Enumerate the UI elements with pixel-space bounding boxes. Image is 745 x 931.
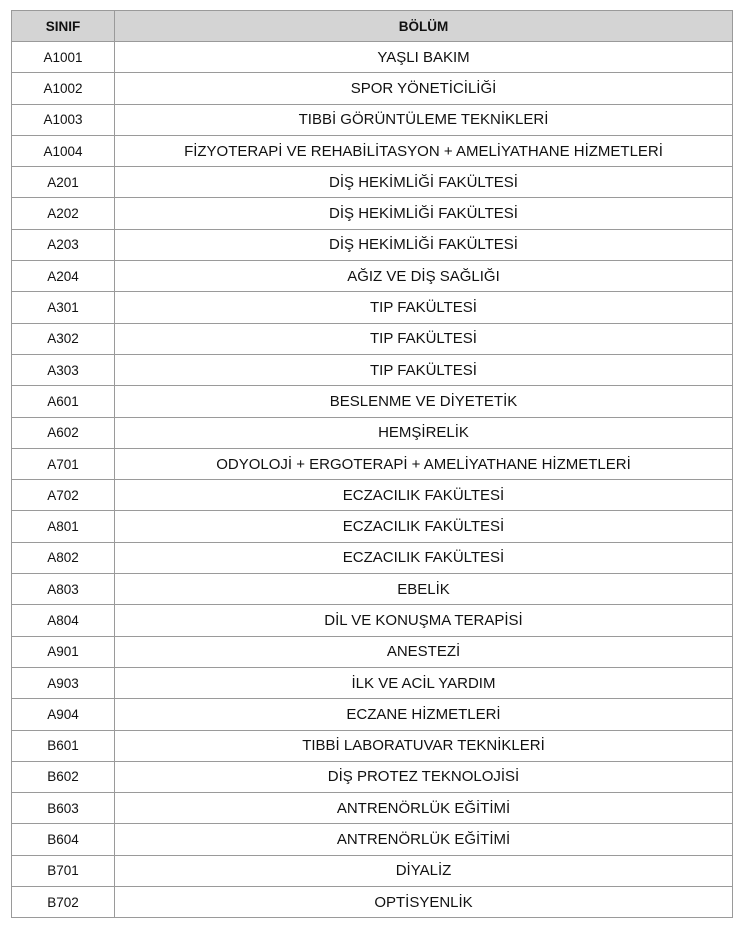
department-cell: DİŞ HEKİMLİĞİ FAKÜLTESİ bbox=[115, 198, 733, 229]
class-code-cell: A204 bbox=[12, 261, 115, 292]
department-cell: ANTRENÖRLÜK EĞİTİMİ bbox=[115, 793, 733, 824]
department-cell: EBELİK bbox=[115, 574, 733, 605]
department-cell: OPTİSYENLİK bbox=[115, 887, 733, 918]
class-code-cell: B601 bbox=[12, 730, 115, 761]
department-cell: TIBBİ LABORATUVAR TEKNİKLERİ bbox=[115, 730, 733, 761]
table-row bbox=[12, 699, 733, 730]
table-row bbox=[12, 261, 733, 292]
class-code-cell: A701 bbox=[12, 448, 115, 479]
table-row bbox=[12, 42, 733, 73]
table-row bbox=[12, 135, 733, 166]
class-department-table bbox=[11, 10, 733, 918]
table-row bbox=[12, 855, 733, 886]
class-code-cell: A1004 bbox=[12, 135, 115, 166]
table-row bbox=[12, 292, 733, 323]
department-cell: TIP FAKÜLTESİ bbox=[115, 354, 733, 385]
class-code-cell: A1002 bbox=[12, 73, 115, 104]
department-cell: ECZACILIK FAKÜLTESİ bbox=[115, 542, 733, 573]
table-row bbox=[12, 73, 733, 104]
table-row bbox=[12, 386, 733, 417]
department-cell: DİL VE KONUŞMA TERAPİSİ bbox=[115, 605, 733, 636]
department-cell: YAŞLI BAKIM bbox=[115, 42, 733, 73]
table-body bbox=[12, 42, 733, 918]
department-cell: SPOR YÖNETİCİLİĞİ bbox=[115, 73, 733, 104]
class-code-cell: B602 bbox=[12, 761, 115, 792]
table-row bbox=[12, 667, 733, 698]
department-cell: ODYOLOJİ + ERGOTERAPİ + AMELİYATHANE HİZMETLERİ bbox=[115, 448, 733, 479]
department-cell: ANTRENÖRLÜK EĞİTİMİ bbox=[115, 824, 733, 855]
table-row bbox=[12, 730, 733, 761]
class-code-cell: B603 bbox=[12, 793, 115, 824]
class-code-cell: A602 bbox=[12, 417, 115, 448]
class-code-cell: A802 bbox=[12, 542, 115, 573]
table-header bbox=[12, 11, 733, 42]
table-row bbox=[12, 887, 733, 918]
header-class: SINIF bbox=[12, 11, 115, 42]
department-cell: HEMŞİRELİK bbox=[115, 417, 733, 448]
class-code-cell: B701 bbox=[12, 855, 115, 886]
department-cell: DİŞ HEKİMLİĞİ FAKÜLTESİ bbox=[115, 229, 733, 260]
table-row bbox=[12, 574, 733, 605]
header-department: BÖLÜM bbox=[115, 11, 733, 42]
class-code-cell: A203 bbox=[12, 229, 115, 260]
class-code-cell: A202 bbox=[12, 198, 115, 229]
table-row bbox=[12, 354, 733, 385]
department-cell: TIP FAKÜLTESİ bbox=[115, 292, 733, 323]
department-cell: BESLENME VE DİYETETİK bbox=[115, 386, 733, 417]
table-row bbox=[12, 605, 733, 636]
table-row bbox=[12, 229, 733, 260]
table-row bbox=[12, 417, 733, 448]
class-code-cell: A803 bbox=[12, 574, 115, 605]
class-code-cell: A303 bbox=[12, 354, 115, 385]
department-cell: DİŞ PROTEZ TEKNOLOJİSİ bbox=[115, 761, 733, 792]
department-cell: AĞIZ VE DİŞ SAĞLIĞI bbox=[115, 261, 733, 292]
table-row bbox=[12, 793, 733, 824]
class-code-cell: A702 bbox=[12, 480, 115, 511]
department-cell: ECZACILIK FAKÜLTESİ bbox=[115, 511, 733, 542]
table-row bbox=[12, 636, 733, 667]
table-row bbox=[12, 480, 733, 511]
class-code-cell: A1001 bbox=[12, 42, 115, 73]
class-code-cell: A201 bbox=[12, 167, 115, 198]
class-code-cell: A302 bbox=[12, 323, 115, 354]
department-cell: TIBBİ GÖRÜNTÜLEME TEKNİKLERİ bbox=[115, 104, 733, 135]
class-code-cell: A301 bbox=[12, 292, 115, 323]
department-cell: DİŞ HEKİMLİĞİ FAKÜLTESİ bbox=[115, 167, 733, 198]
header-row bbox=[12, 11, 733, 42]
table-row bbox=[12, 167, 733, 198]
class-code-cell: A903 bbox=[12, 667, 115, 698]
table-row bbox=[12, 448, 733, 479]
class-code-cell: A601 bbox=[12, 386, 115, 417]
department-cell: DİYALİZ bbox=[115, 855, 733, 886]
department-cell: İLK VE ACİL YARDIM bbox=[115, 667, 733, 698]
table-row bbox=[12, 761, 733, 792]
department-cell: ECZANE HİZMETLERİ bbox=[115, 699, 733, 730]
department-cell: FİZYOTERAPİ VE REHABİLİTASYON + AMELİYATHANE HİZMETLERİ bbox=[115, 135, 733, 166]
department-cell: ECZACILIK FAKÜLTESİ bbox=[115, 480, 733, 511]
department-cell: TIP FAKÜLTESİ bbox=[115, 323, 733, 354]
class-code-cell: A901 bbox=[12, 636, 115, 667]
class-code-cell: B604 bbox=[12, 824, 115, 855]
table-row bbox=[12, 824, 733, 855]
table-row bbox=[12, 511, 733, 542]
class-code-cell: A904 bbox=[12, 699, 115, 730]
table-row bbox=[12, 104, 733, 135]
class-code-cell: A804 bbox=[12, 605, 115, 636]
table-row bbox=[12, 542, 733, 573]
class-code-cell: B702 bbox=[12, 887, 115, 918]
class-code-cell: A1003 bbox=[12, 104, 115, 135]
department-cell: ANESTEZİ bbox=[115, 636, 733, 667]
table-row bbox=[12, 198, 733, 229]
table-row bbox=[12, 323, 733, 354]
class-code-cell: A801 bbox=[12, 511, 115, 542]
